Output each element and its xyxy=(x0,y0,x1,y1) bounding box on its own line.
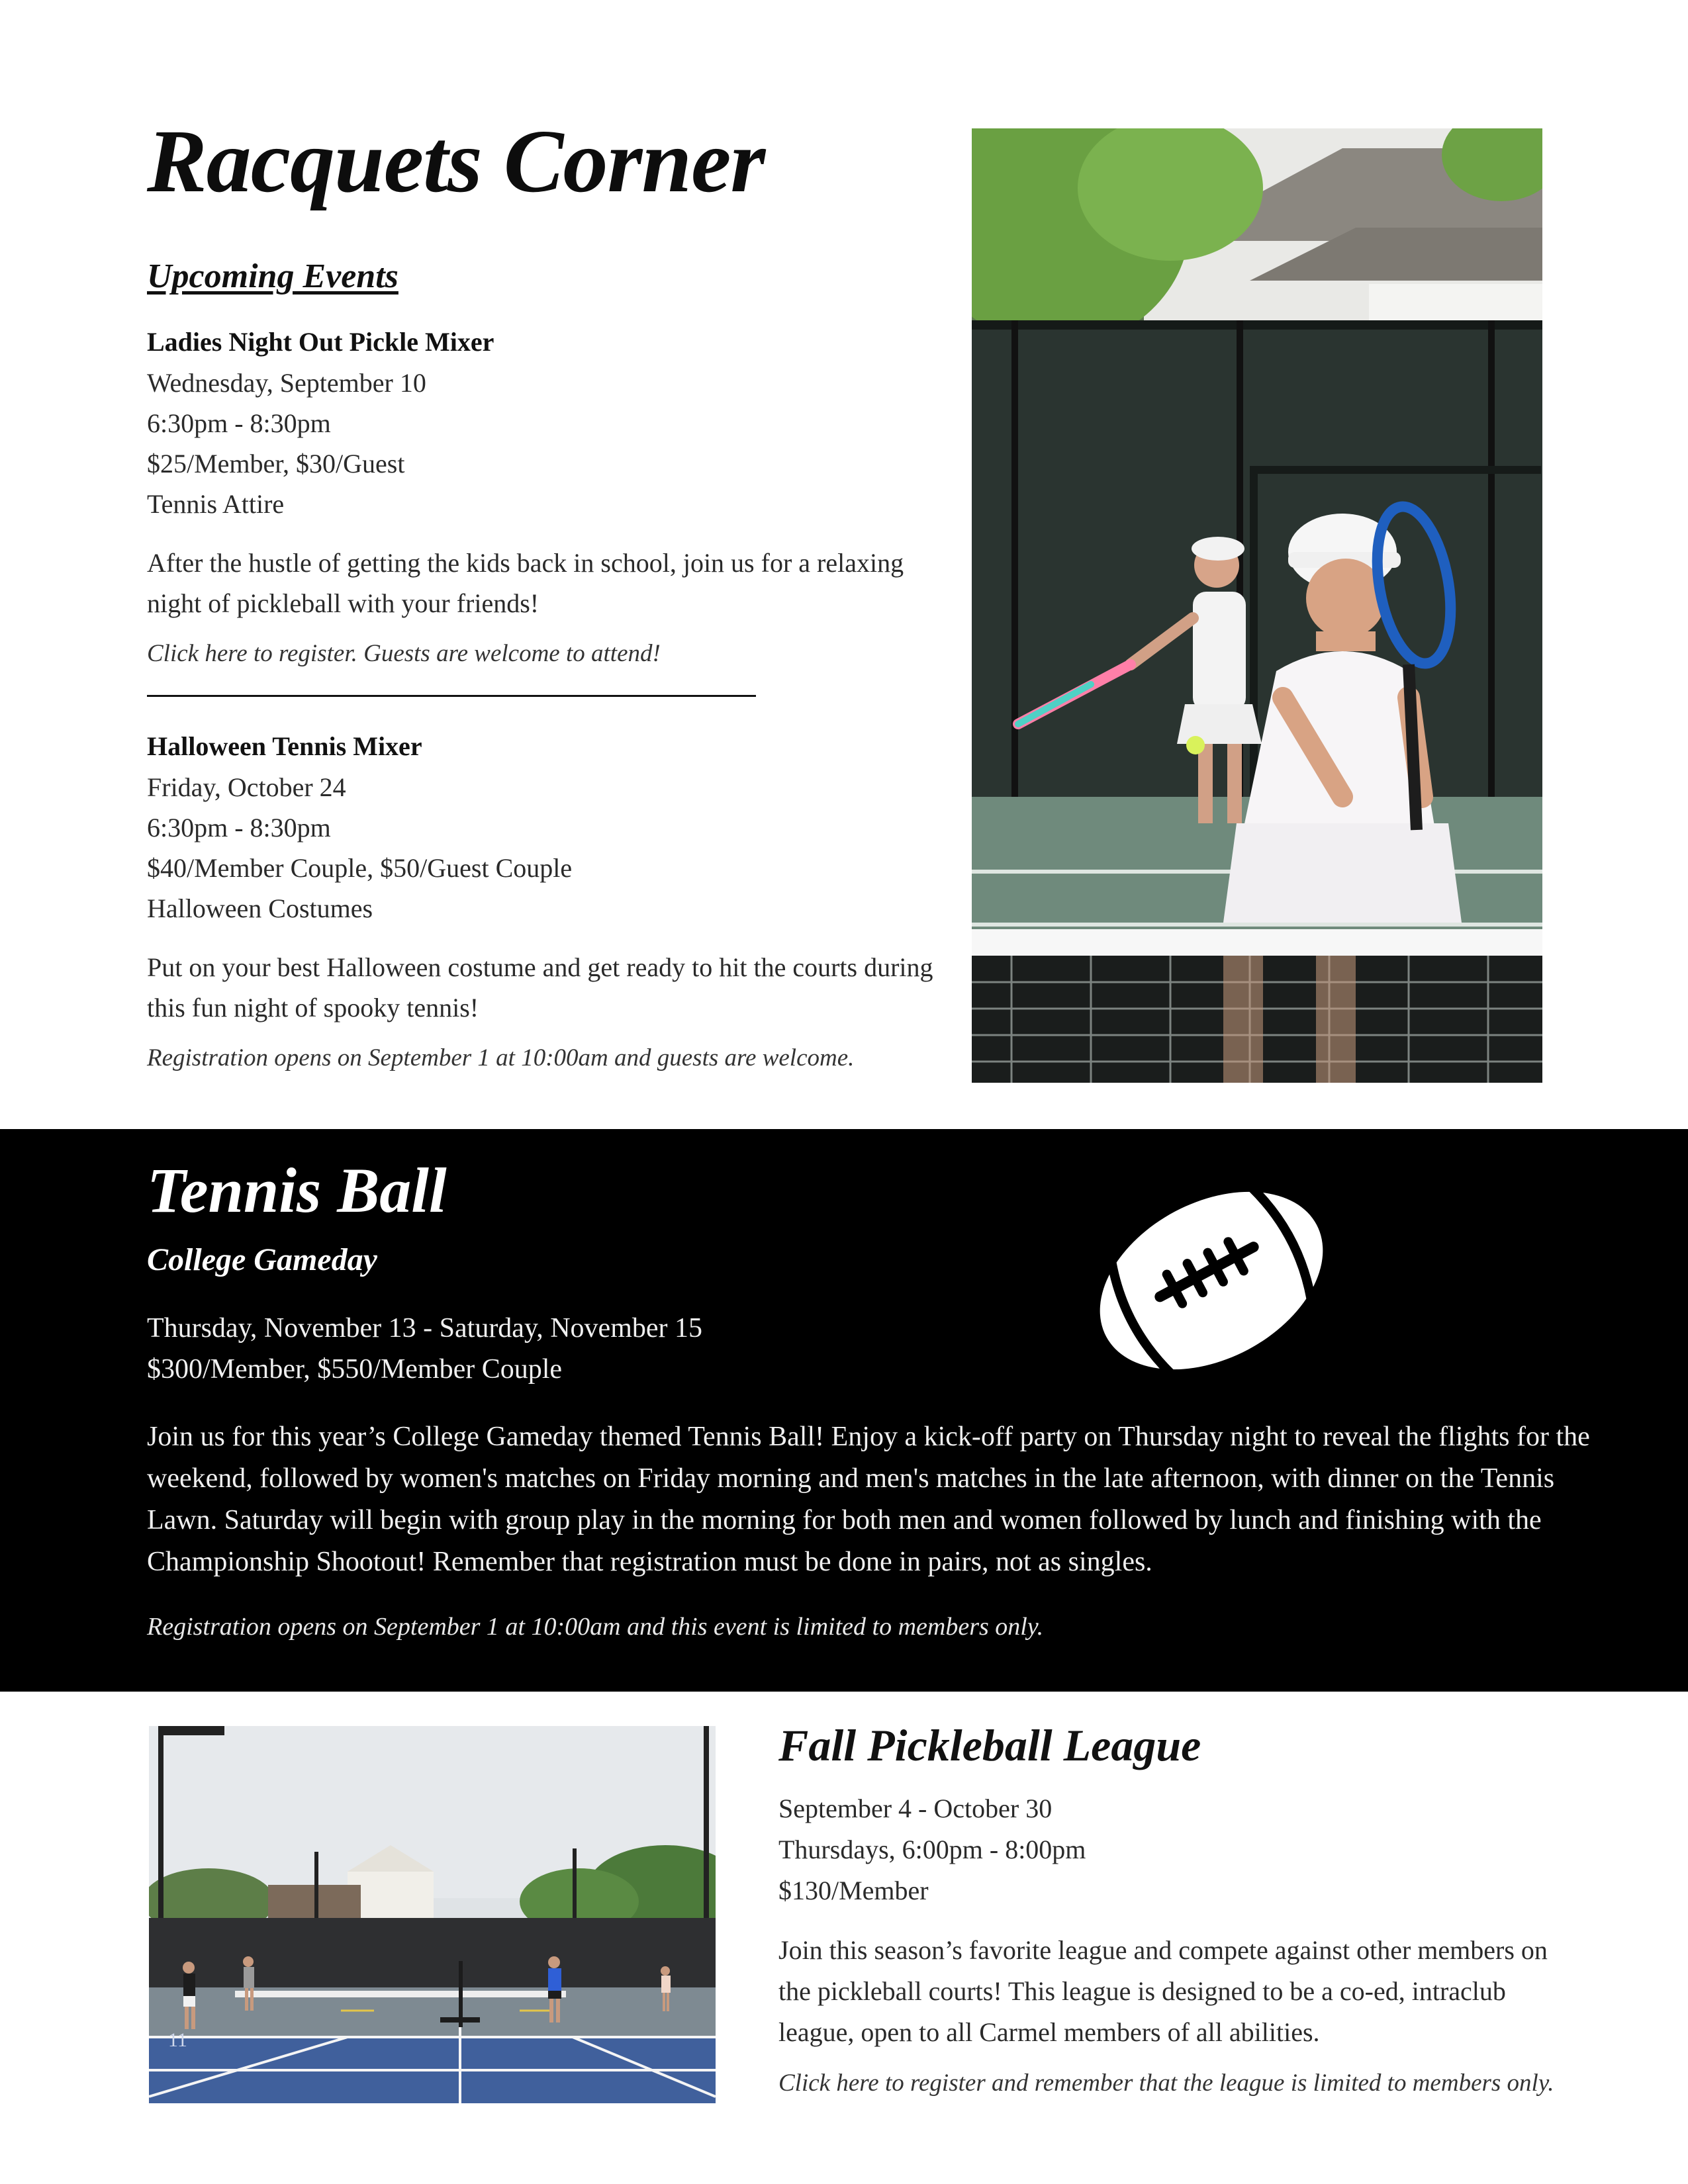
divider xyxy=(147,695,756,697)
event-description: After the hustle of getting the kids back in school, join us for a relaxing night of pickleball with your friends! xyxy=(147,548,904,618)
pickleball-league-title: Fall Pickleball League xyxy=(778,1720,1201,1770)
league-register-link[interactable]: Click here to register and remember that the league is limited to members only. xyxy=(778,2070,1554,2097)
event-attire: Tennis Attire xyxy=(147,489,285,519)
tennis-ball-price: $300/Member, $550/Member Couple xyxy=(147,1354,563,1385)
football-icon xyxy=(1086,1171,1337,1390)
event-halloween-mixer xyxy=(147,726,941,1077)
event-name: Halloween Tennis Mixer xyxy=(147,731,422,761)
tennis-ball-subtitle: College Gameday xyxy=(147,1242,377,1277)
pickleball-league-details xyxy=(778,1788,1573,2102)
event-date: Friday, October 24 xyxy=(147,772,346,802)
tennis-ball-details xyxy=(147,1308,702,1390)
registration-note: Registration opens on September 1 at 10:00am and guests are welcome. xyxy=(147,1044,855,1071)
league-schedule: Thursdays, 6:00pm - 8:00pm xyxy=(778,1835,1086,1864)
event-date: Wednesday, September 10 xyxy=(147,368,426,398)
event-description: Put on your best Halloween costume and get ready to hit the courts during this fun night of spooky tennis! xyxy=(147,952,933,1023)
event-attire: Halloween Costumes xyxy=(147,893,373,923)
league-dates: September 4 - October 30 xyxy=(778,1794,1053,1823)
page-number: 11 xyxy=(168,2029,187,2051)
event-ladies-night xyxy=(147,322,941,672)
event-name: Ladies Night Out Pickle Mixer xyxy=(147,327,494,357)
tennis-ball-description: Join us for this year’s College Gameday themed Tennis Ball! Enjoy a kick-off party on Thursday night to reveal the flights for the weekend, followed by women's matches on Friday morning and men's matches in the late afternoon, with dinner on the Tennis Lawn. Saturday will begin with group play in the morning for both men and women followed by lunch and finishing with the Championship Shootout! Remember that registration must be done in pairs, not as singles. xyxy=(147,1422,1590,1577)
upcoming-events-list xyxy=(147,322,941,1077)
league-price: $130/Member xyxy=(778,1876,929,1905)
tennis-ball-dates: Thursday, November 13 - Saturday, November 15 xyxy=(147,1313,702,1343)
upcoming-events-heading: Upcoming Events xyxy=(147,257,399,295)
tennis-players-photo xyxy=(972,128,1542,1083)
page-title: Racquets Corner xyxy=(147,112,765,211)
event-price: $25/Member, $30/Guest xyxy=(147,449,405,478)
event-time: 6:30pm - 8:30pm xyxy=(147,813,331,842)
league-description: Join this season’s favorite league and compete against other members on the pickleball courts! This league is designed to be a co-ed, intraclub league, open to all Carmel members of all abilities. xyxy=(778,1935,1548,2047)
pickleball-courts-photo xyxy=(149,1726,716,2103)
event-price: $40/Member Couple, $50/Guest Couple xyxy=(147,853,573,883)
tennis-ball-title: Tennis Ball xyxy=(147,1155,447,1226)
tennis-ball-registration-note: Registration opens on September 1 at 10:00am and this event is limited to members only. xyxy=(147,1613,1044,1641)
register-link[interactable]: Click here to register. Guests are welcome to attend! xyxy=(147,640,661,667)
event-time: 6:30pm - 8:30pm xyxy=(147,408,331,438)
